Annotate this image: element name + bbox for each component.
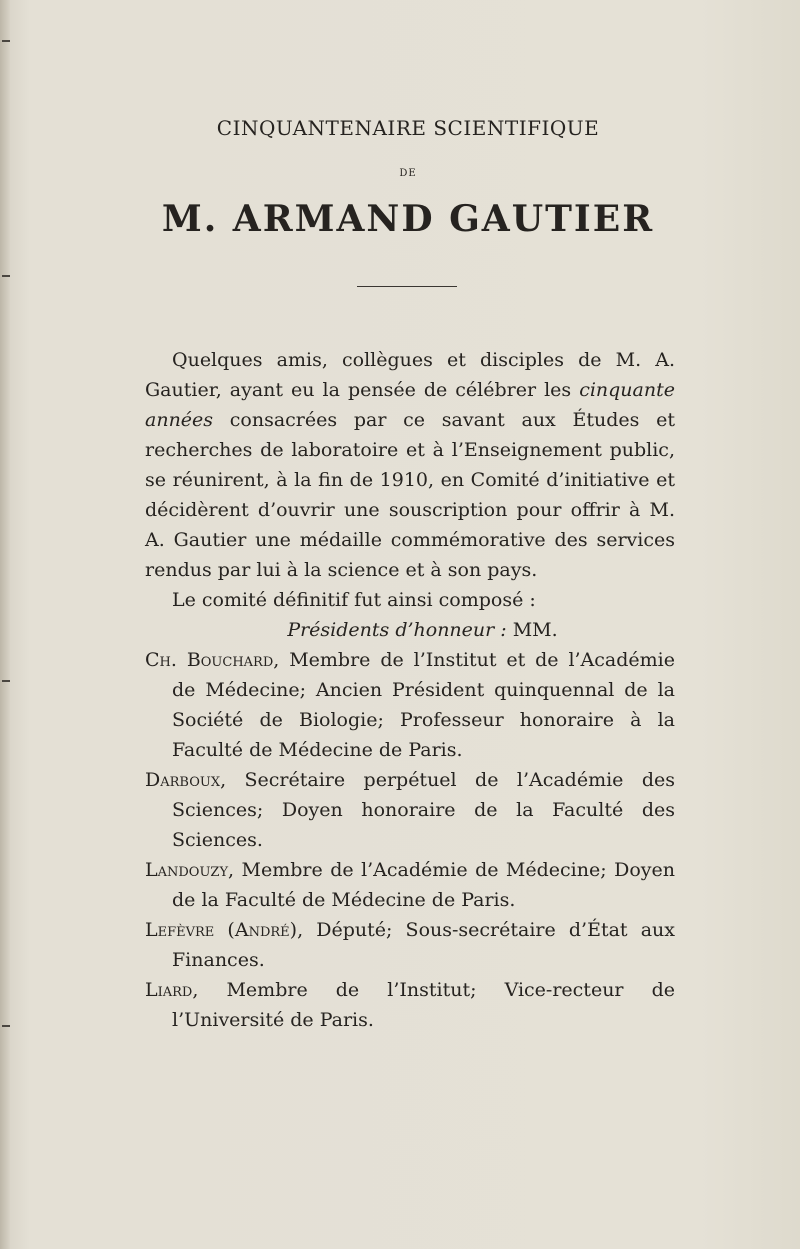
member-name: Liard (145, 979, 193, 1001)
member-entry (145, 645, 675, 765)
member-entry (145, 765, 675, 855)
document-body (145, 345, 675, 1035)
title-connector: DE (399, 168, 417, 179)
member-description: , Secrétaire perpétuel de l’Académie des Sciences; Doyen honoraire de la Faculté des Sciences. (172, 769, 675, 851)
intro-paragraph (145, 345, 675, 585)
member-entry (145, 975, 675, 1035)
member-name: Landouzy (145, 859, 229, 881)
member-name: Lefèvre (André) (145, 919, 298, 941)
intro-text-end: consacrées par ce savant aux Études et recherches de laboratoire et à l’Enseignement public, se réunirent, à la fin de 1910, en Comité d’initiative et décidèrent d’ouvrir une souscription pour offrir à M. A. Gautier une médaille commémorative des services rendus par lui à la science et à son pays. (145, 409, 675, 581)
page-title: CINQUANTENAIRE SCIENTIFIQUE (216, 116, 600, 140)
binding-mark (2, 275, 10, 277)
divider-rule (357, 286, 457, 287)
binding-mark (2, 1025, 10, 1027)
honorary-suffix: MM. (506, 619, 558, 641)
committee-line: Le comité définitif fut ainsi composé : (172, 589, 536, 611)
binding-mark (2, 680, 10, 682)
member-name: Ch. Bouchard (145, 649, 274, 671)
member-entry (145, 915, 675, 975)
honorary-label: Présidents d’honneur : (287, 619, 507, 641)
honorary-presidents-heading (145, 615, 675, 645)
binding-mark (2, 40, 10, 42)
honoree-name: M. ARMAND GAUTIER (161, 198, 655, 240)
member-description: , Député; Sous-secrétaire d’État aux Finances. (172, 919, 675, 971)
member-description: , Membre de l’Institut et de l’Académie de Médecine; Ancien Président quinquennal de la Société de Biologie; Professeur honoraire à la Faculté de Médecine de Paris. (172, 649, 675, 761)
intro-italic-phrase: cinquante années (145, 379, 675, 431)
member-description: , Membre de l’Institut; Vice-recteur de l’Université de Paris. (172, 979, 675, 1031)
member-name: Darboux (145, 769, 221, 791)
page-binding-edge (0, 0, 10, 1249)
intro-text-start: Quelques amis, collègues et disciples de M. A. Gautier, ayant eu la pensée de célébrer les (145, 349, 675, 401)
member-entry (145, 855, 675, 915)
member-description: , Membre de l’Académie de Médecine; Doyen de la Faculté de Médecine de Paris. (172, 859, 675, 911)
